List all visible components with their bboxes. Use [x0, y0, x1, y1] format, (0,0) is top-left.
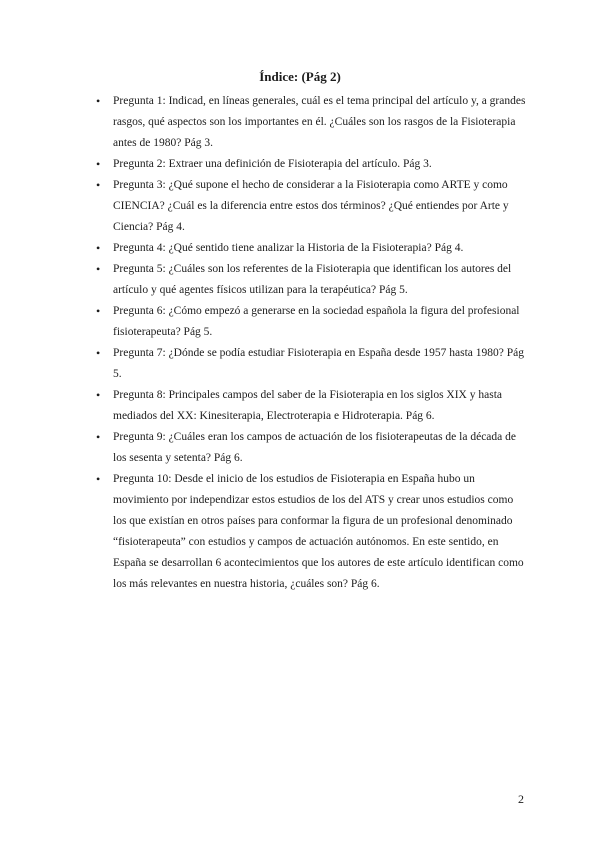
bullet-icon: •	[96, 94, 101, 108]
question-text: Pregunta 5: ¿Cuáles son los referentes de la Fisioterapia que identifican los autores del artículo y qué agentes físicos utilizan para la terapéutica? Pág 5.	[113, 263, 512, 296]
bullet-icon: •	[96, 430, 101, 444]
list-item	[95, 343, 527, 385]
page-number: 2	[518, 792, 524, 806]
bullet-icon: •	[96, 388, 101, 402]
page-title: Índice: (Pág 2)	[259, 69, 341, 84]
bullet-icon: •	[96, 157, 101, 171]
list-item	[95, 91, 527, 154]
bullet-icon: •	[96, 178, 101, 192]
list-item	[95, 301, 527, 343]
bullet-icon: •	[96, 346, 101, 360]
list-item	[95, 469, 527, 595]
list-item	[95, 238, 527, 259]
question-text: Pregunta 10: Desde el inicio de los estudios de Fisioterapia en España hubo un movimiento por independizar estos estudios de los del ATS y crear unos estudios como los que existían en otros países para conformar la figura de un profesional denominado “fisioterapeuta” con estudios y campos de actuación autónomos. En este sentido, en España se desarrollan 6 acontecimientos que los autores de este artículo identifican como los más relevantes en nuestra historia, ¿cuáles son? Pág 6.	[113, 473, 524, 590]
question-text: Pregunta 9: ¿Cuáles eran los campos de actuación de los fisioterapeutas de la década de los sesenta y setenta? Pág 6.	[113, 431, 516, 464]
question-index-list	[0, 91, 600, 595]
bullet-icon: •	[96, 472, 101, 486]
question-text: Pregunta 6: ¿Cómo empezó a generarse en la sociedad española la figura del profesional fisioterapeuta? Pág 5.	[113, 305, 520, 338]
list-item	[95, 154, 527, 175]
question-text: Pregunta 2: Extraer una definición de Fisioterapia del artículo. Pág 3.	[113, 158, 432, 170]
list-item	[95, 427, 527, 469]
list-item	[95, 259, 527, 301]
question-text: Pregunta 1: Indicad, en líneas generales, cuál es el tema principal del artículo y, a grandes rasgos, qué aspectos son los importantes en él. ¿Cuáles son los rasgos de la Fisioterapia antes de 1980? Pág 3.	[113, 95, 526, 149]
list-item	[95, 175, 527, 238]
question-text: Pregunta 7: ¿Dónde se podía estudiar Fisioterapia en España desde 1957 hasta 1980? Pág 5.	[113, 347, 525, 380]
question-text: Pregunta 4: ¿Qué sentido tiene analizar la Historia de la Fisioterapia? Pág 4.	[113, 242, 464, 254]
bullet-icon: •	[96, 262, 101, 276]
list-item	[95, 385, 527, 427]
question-text: Pregunta 3: ¿Qué supone el hecho de considerar a la Fisioterapia como ARTE y como CIENCIA? ¿Cuál es la diferencia entre estos dos términos? ¿Qué entiendes por Arte y Ciencia? Pág 4.	[113, 179, 509, 233]
bullet-icon: •	[96, 304, 101, 318]
question-text: Pregunta 8: Principales campos del saber de la Fisioterapia en los siglos XIX y hasta mediados del XX: Kinesiterapia, Electroterapia e Hidroterapia. Pág 6.	[113, 389, 502, 422]
bullet-icon: •	[96, 241, 101, 255]
